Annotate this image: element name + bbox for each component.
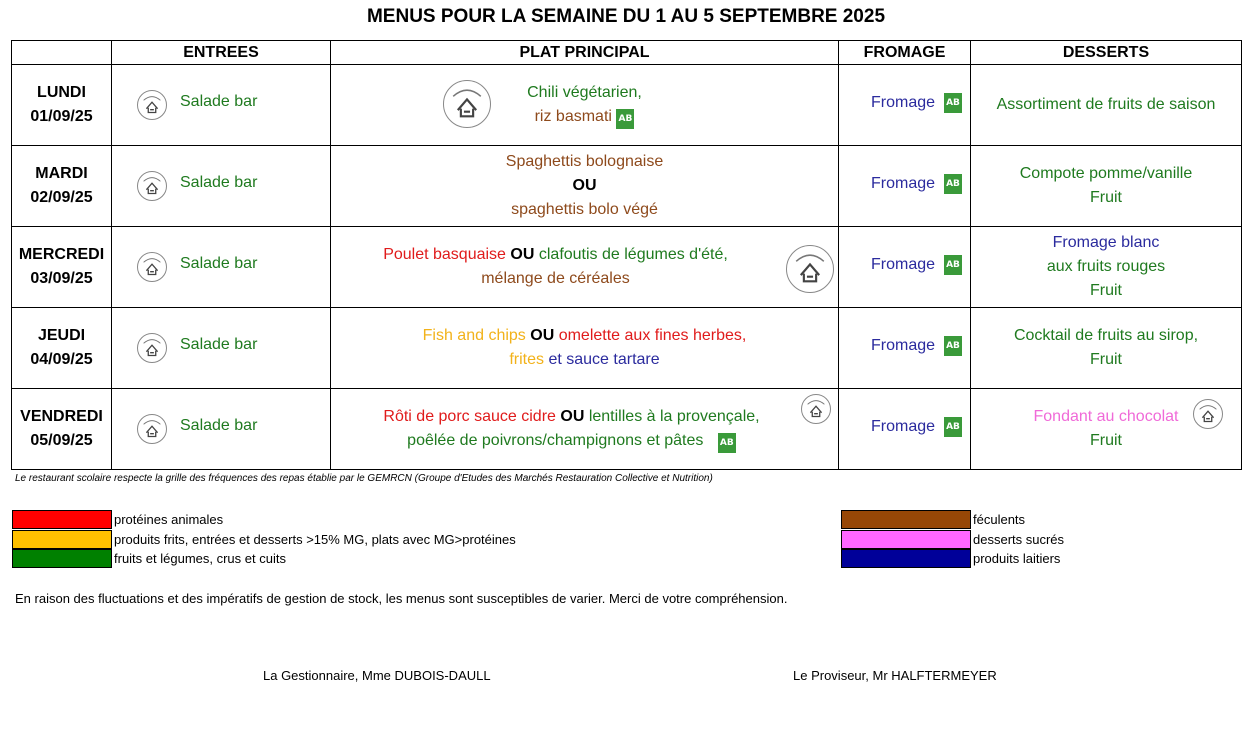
plat-ou: OU bbox=[530, 327, 555, 344]
header-desserts: DESSERTS bbox=[971, 41, 1242, 65]
fromage-cell bbox=[839, 146, 971, 227]
plat-ou: OU bbox=[560, 408, 585, 425]
day-name: LUNDI bbox=[37, 84, 86, 101]
entree-cell bbox=[112, 308, 331, 389]
stock-notice: En raison des fluctuations et des impératifs de gestion de stock, les menus sont susceptibles de varier. Merci de votre compréhension. bbox=[15, 591, 788, 606]
day-date: 01/09/25 bbox=[30, 108, 93, 125]
signature-proviseur: Le Proviseur, Mr HALFTERMEYER bbox=[793, 668, 997, 683]
legend-label: produits frits, entrées et desserts >15% MG, plats avec MG>protéines bbox=[114, 532, 516, 547]
legend-swatch-red bbox=[12, 510, 112, 529]
plat-cell bbox=[331, 389, 839, 470]
bio-ab-icon: AB bbox=[944, 174, 962, 194]
fromage-cell bbox=[839, 227, 971, 308]
entree-cell bbox=[112, 65, 331, 146]
fait-maison-logo-icon bbox=[137, 171, 167, 201]
bio-ab-icon: AB bbox=[616, 109, 634, 129]
plat-line: Chili végétarien, bbox=[527, 84, 642, 101]
plat-part: omelette aux fines herbes, bbox=[558, 327, 747, 344]
dessert-line: Fruit bbox=[1090, 432, 1122, 449]
plat-line: riz basmati bbox=[534, 108, 612, 125]
plat-part: clafoutis de légumes d'été, bbox=[538, 246, 728, 263]
plat-line: poêlée de poivrons/champignons et pâtes bbox=[407, 432, 704, 449]
day-cell bbox=[12, 146, 112, 227]
table-row bbox=[12, 146, 1242, 227]
plat-line: Spaghettis bolognaise bbox=[505, 153, 664, 170]
day-date: 04/09/25 bbox=[30, 351, 93, 368]
day-cell bbox=[12, 308, 112, 389]
legend-swatch-brown bbox=[841, 510, 971, 529]
fromage-cell bbox=[839, 65, 971, 146]
table-row bbox=[12, 65, 1242, 146]
plat-part: lentilles à la provençale, bbox=[588, 408, 760, 425]
dessert-cell bbox=[971, 146, 1242, 227]
dessert-line: Fruit bbox=[1090, 282, 1122, 299]
fait-maison-logo-icon bbox=[1193, 399, 1223, 429]
plat-ou: OU bbox=[572, 177, 597, 194]
table-row bbox=[12, 308, 1242, 389]
dessert-cell bbox=[971, 308, 1242, 389]
header-plat-principal: PLAT PRINCIPAL bbox=[331, 41, 839, 65]
dessert-line: Compote pomme/vanille bbox=[1019, 165, 1193, 182]
legend-swatch-blue bbox=[841, 549, 971, 568]
fait-maison-logo-icon bbox=[801, 394, 831, 424]
day-name: JEUDI bbox=[37, 327, 86, 344]
fromage-cell bbox=[839, 308, 971, 389]
menu-table bbox=[11, 40, 1242, 470]
fromage-text: Fromage bbox=[871, 256, 936, 273]
plat-cell bbox=[331, 308, 839, 389]
day-name: MERCREDI bbox=[18, 246, 105, 263]
dessert-line: Fondant au chocolat bbox=[1033, 408, 1179, 425]
dessert-line: Assortiment de fruits de saison bbox=[996, 96, 1216, 113]
plat-ou: OU bbox=[510, 246, 535, 263]
entree-cell bbox=[112, 389, 331, 470]
day-cell bbox=[12, 65, 112, 146]
legend-label: produits laitiers bbox=[973, 551, 1061, 566]
day-name: VENDREDI bbox=[20, 408, 103, 425]
fromage-text: Fromage bbox=[871, 94, 936, 111]
bio-ab-icon: AB bbox=[944, 417, 962, 437]
day-cell bbox=[12, 227, 112, 308]
dessert-cell bbox=[971, 227, 1242, 308]
corner-header bbox=[12, 41, 112, 65]
bio-ab-icon: AB bbox=[944, 93, 962, 113]
fait-maison-logo-icon bbox=[137, 414, 167, 444]
day-cell bbox=[12, 389, 112, 470]
entree-cell bbox=[112, 227, 331, 308]
header-fromage: FROMAGE bbox=[839, 41, 971, 65]
plat-part: Poulet basquaise bbox=[383, 246, 506, 263]
dessert-line: aux fruits rouges bbox=[1046, 258, 1166, 275]
fait-maison-logo-icon bbox=[137, 252, 167, 282]
table-row bbox=[12, 389, 1242, 470]
legend-swatch-pink bbox=[841, 530, 971, 549]
entree-text: Salade bar bbox=[180, 174, 258, 191]
fait-maison-logo-icon bbox=[786, 245, 834, 293]
legend-label: féculents bbox=[973, 512, 1026, 527]
plat-cell bbox=[331, 146, 839, 227]
fromage-cell bbox=[839, 389, 971, 470]
table-row bbox=[12, 227, 1242, 308]
fromage-text: Fromage bbox=[871, 418, 936, 435]
legend-label: fruits et légumes, crus et cuits bbox=[114, 551, 286, 566]
fait-maison-logo-icon bbox=[137, 333, 167, 363]
plat-part: et sauce tartare bbox=[548, 351, 660, 368]
dessert-cell bbox=[971, 65, 1242, 146]
dessert-cell bbox=[971, 389, 1242, 470]
plat-part: Rôti de porc sauce cidre bbox=[383, 408, 556, 425]
plat-part: Fish and chips bbox=[422, 327, 526, 344]
entree-text: Salade bar bbox=[180, 336, 258, 353]
dessert-line: Fruit bbox=[1090, 189, 1122, 206]
fait-maison-logo-icon bbox=[137, 90, 167, 120]
gemrcn-note: Le restaurant scolaire respecte la grille des fréquences des repas établie par le GEMRCN (Groupe d'Etudes des Marchés Restauration Collective et Nutrition) bbox=[15, 473, 713, 484]
dessert-line: Fromage blanc bbox=[1052, 234, 1160, 251]
day-date: 03/09/25 bbox=[30, 270, 93, 287]
legend-label: desserts sucrés bbox=[973, 532, 1065, 547]
entree-text: Salade bar bbox=[180, 93, 258, 110]
page-title: MENUS POUR LA SEMAINE DU 1 AU 5 SEPTEMBRE 2025 bbox=[366, 6, 886, 27]
bio-ab-icon: AB bbox=[944, 336, 962, 356]
day-date: 02/09/25 bbox=[30, 189, 93, 206]
dessert-line: Cocktail de fruits au sirop, bbox=[1013, 327, 1199, 344]
bio-ab-icon: AB bbox=[718, 433, 736, 453]
legend-swatch-green bbox=[12, 549, 112, 568]
plat-line: mélange de céréales bbox=[481, 270, 630, 287]
header-entrees: ENTREES bbox=[112, 41, 331, 65]
fromage-text: Fromage bbox=[871, 337, 936, 354]
signature-gestionnaire: La Gestionnaire, Mme DUBOIS-DAULL bbox=[263, 668, 491, 683]
plat-cell bbox=[331, 227, 839, 308]
plat-line: spaghettis bolo végé bbox=[511, 201, 658, 218]
legend-label: protéines animales bbox=[114, 512, 224, 527]
plat-part: frites bbox=[509, 351, 545, 368]
plat-cell bbox=[331, 65, 839, 146]
fromage-text: Fromage bbox=[871, 175, 936, 192]
fait-maison-logo-icon bbox=[443, 80, 491, 128]
day-date: 05/09/25 bbox=[30, 432, 93, 449]
bio-ab-icon: AB bbox=[944, 255, 962, 275]
legend-swatch-orange bbox=[12, 530, 112, 549]
entree-text: Salade bar bbox=[180, 417, 258, 434]
day-name: MARDI bbox=[35, 165, 88, 182]
dessert-line: Fruit bbox=[1090, 351, 1122, 368]
entree-text: Salade bar bbox=[180, 255, 258, 272]
entree-cell bbox=[112, 146, 331, 227]
